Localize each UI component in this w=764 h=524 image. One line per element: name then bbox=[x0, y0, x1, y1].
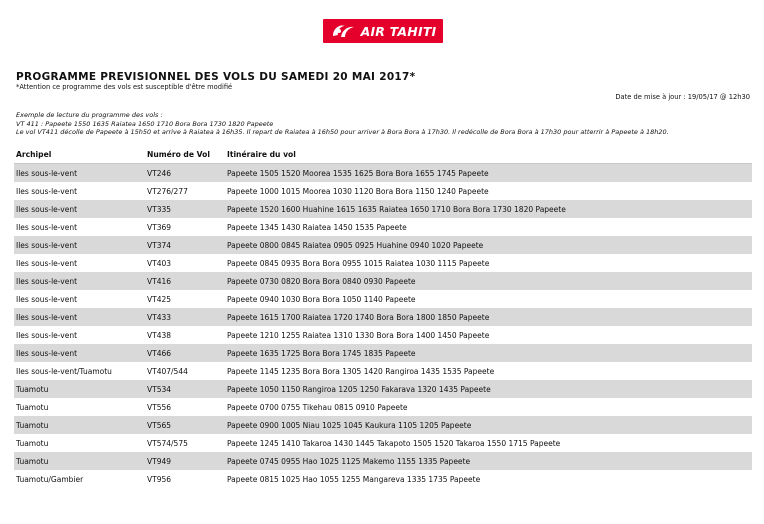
table-row bbox=[14, 218, 752, 236]
cell-numero-vol: VT246 bbox=[147, 168, 172, 178]
cell-archipel: Iles sous-le-vent bbox=[16, 276, 78, 286]
table-row bbox=[14, 326, 752, 344]
cell-archipel: Tuamotu bbox=[16, 438, 49, 448]
cell-itineraire: Papeete 1635 1725 Bora Bora 1745 1835 Papeete bbox=[227, 348, 416, 358]
table-row bbox=[14, 182, 752, 200]
cell-numero-vol: VT369 bbox=[147, 222, 172, 232]
cell-archipel: Iles sous-le-vent bbox=[16, 294, 78, 304]
cell-itineraire: Papeete 0745 0955 Hao 1025 1125 Makemo 1155 1335 Papeete bbox=[227, 456, 471, 466]
cell-archipel: Iles sous-le-vent bbox=[16, 258, 78, 268]
table-row bbox=[14, 200, 752, 218]
cell-numero-vol: VT407/544 bbox=[147, 366, 188, 376]
cell-archipel: Tuamotu bbox=[16, 420, 49, 430]
logo-text: AIR TAHITI bbox=[360, 23, 437, 39]
cell-itineraire: Papeete 1050 1150 Rangiroa 1205 1250 Fakarava 1320 1435 Papeete bbox=[227, 384, 491, 394]
cell-archipel: Iles sous-le-vent bbox=[16, 240, 78, 250]
table-row bbox=[14, 398, 752, 416]
table-row bbox=[14, 434, 752, 452]
table-row bbox=[14, 344, 752, 362]
cell-itineraire: Papeete 1210 1255 Raiatea 1310 1330 Bora Bora 1400 1450 Papeete bbox=[227, 330, 490, 340]
cell-archipel: Iles sous-le-vent bbox=[16, 312, 78, 322]
cell-archipel: Tuamotu/Gambier bbox=[16, 474, 84, 484]
table-row bbox=[14, 470, 752, 488]
table-row bbox=[14, 416, 752, 434]
cell-numero-vol: VT425 bbox=[147, 294, 172, 304]
cell-archipel: Iles sous-le-vent bbox=[16, 186, 78, 196]
cell-archipel: Iles sous-le-vent bbox=[16, 168, 78, 178]
cell-itineraire: Papeete 0900 1005 Niau 1025 1045 Kaukura 1105 1205 Papeete bbox=[227, 420, 472, 430]
cell-itineraire: Papeete 1000 1015 Moorea 1030 1120 Bora Bora 1150 1240 Papeete bbox=[227, 186, 489, 196]
cell-numero-vol: VT374 bbox=[147, 240, 172, 250]
cell-itineraire: Papeete 1505 1520 Moorea 1535 1625 Bora Bora 1655 1745 Papeete bbox=[227, 168, 489, 178]
cell-itineraire: Papeete 1615 1700 Raiatea 1720 1740 Bora Bora 1800 1850 Papeete bbox=[227, 312, 490, 322]
cell-archipel: Iles sous-le-vent bbox=[16, 204, 78, 214]
cell-itineraire: Papeete 1345 1430 Raiatea 1450 1535 Papeete bbox=[227, 222, 407, 232]
table-row bbox=[14, 290, 752, 308]
update-date: Date de mise à jour : 19/05/17 @ 12h30 bbox=[615, 93, 750, 101]
cell-numero-vol: VT276/277 bbox=[147, 186, 188, 196]
cell-itineraire: Papeete 0800 0845 Raiatea 0905 0925 Huahine 0940 1020 Papeete bbox=[227, 240, 484, 250]
cell-archipel: Tuamotu bbox=[16, 456, 49, 466]
air-tahiti-flower-icon bbox=[330, 22, 358, 40]
table-row bbox=[14, 164, 752, 182]
example-flight: VT 411 : Papeete 1550 1635 Raiatea 1650 1710 Bora Bora 1730 1820 Papeete bbox=[16, 120, 274, 128]
example-heading: Exemple de lecture du programme des vols : bbox=[16, 111, 163, 119]
cell-archipel: Tuamotu bbox=[16, 384, 49, 394]
cell-itineraire: Papeete 0845 0935 Bora Bora 0955 1015 Raiatea 1030 1115 Papeete bbox=[227, 258, 490, 268]
cell-archipel: Iles sous-le-vent bbox=[16, 222, 78, 232]
table-header bbox=[14, 146, 752, 164]
attention-note: *Attention ce programme des vols est susceptible d'être modifié bbox=[16, 83, 233, 91]
header-numero-vol: Numéro de Vol bbox=[147, 150, 210, 159]
cell-numero-vol: VT565 bbox=[147, 420, 172, 430]
air-tahiti-logo bbox=[323, 19, 443, 43]
header-itineraire: Itinéraire du vol bbox=[227, 150, 296, 159]
cell-numero-vol: VT335 bbox=[147, 204, 172, 214]
table-row bbox=[14, 362, 752, 380]
cell-archipel: Iles sous-le-vent/Tuamotu bbox=[16, 366, 112, 376]
flights-table bbox=[14, 146, 752, 488]
cell-archipel: Tuamotu bbox=[16, 402, 49, 412]
cell-numero-vol: VT556 bbox=[147, 402, 172, 412]
cell-itineraire: Papeete 0730 0820 Bora Bora 0840 0930 Papeete bbox=[227, 276, 416, 286]
cell-numero-vol: VT466 bbox=[147, 348, 172, 358]
cell-itineraire: Papeete 0700 0755 Tikehau 0815 0910 Papeete bbox=[227, 402, 408, 412]
cell-numero-vol: VT534 bbox=[147, 384, 172, 394]
example-explanation: Le vol VT411 décolle de Papeete à 15h50 et arrive à Raiatea à 16h35. Il repart de Raiatea à 16h50 pour arriver à Bora Bora à 17h30. Il redécolle de Bora Bora à 17h30 pour atterrir à Papeete à 18h20. bbox=[16, 128, 669, 136]
table-row bbox=[14, 254, 752, 272]
cell-numero-vol: VT416 bbox=[147, 276, 172, 286]
cell-itineraire: Papeete 1145 1235 Bora Bora 1305 1420 Rangiroa 1435 1535 Papeete bbox=[227, 366, 495, 376]
table-row bbox=[14, 380, 752, 398]
cell-numero-vol: VT574/575 bbox=[147, 438, 188, 448]
cell-numero-vol: VT403 bbox=[147, 258, 172, 268]
cell-numero-vol: VT956 bbox=[147, 474, 172, 484]
cell-itineraire: Papeete 1520 1600 Huahine 1615 1635 Raiatea 1650 1710 Bora Bora 1730 1820 Papeete bbox=[227, 204, 566, 214]
cell-itineraire: Papeete 0815 1025 Hao 1055 1255 Mangareva 1335 1735 Papeete bbox=[227, 474, 481, 484]
table-row bbox=[14, 452, 752, 470]
table-row bbox=[14, 236, 752, 254]
table-row bbox=[14, 308, 752, 326]
cell-itineraire: Papeete 1245 1410 Takaroa 1430 1445 Takapoto 1505 1520 Takaroa 1550 1715 Papeete bbox=[227, 438, 561, 448]
cell-numero-vol: VT433 bbox=[147, 312, 172, 322]
cell-archipel: Iles sous-le-vent bbox=[16, 348, 78, 358]
header-archipel: Archipel bbox=[16, 150, 52, 159]
cell-numero-vol: VT949 bbox=[147, 456, 172, 466]
cell-numero-vol: VT438 bbox=[147, 330, 172, 340]
cell-archipel: Iles sous-le-vent bbox=[16, 330, 78, 340]
cell-itineraire: Papeete 0940 1030 Bora Bora 1050 1140 Papeete bbox=[227, 294, 416, 304]
page-title: PROGRAMME PREVISIONNEL DES VOLS DU SAMEDI 20 MAI 2017* bbox=[16, 71, 416, 83]
table-row bbox=[14, 272, 752, 290]
